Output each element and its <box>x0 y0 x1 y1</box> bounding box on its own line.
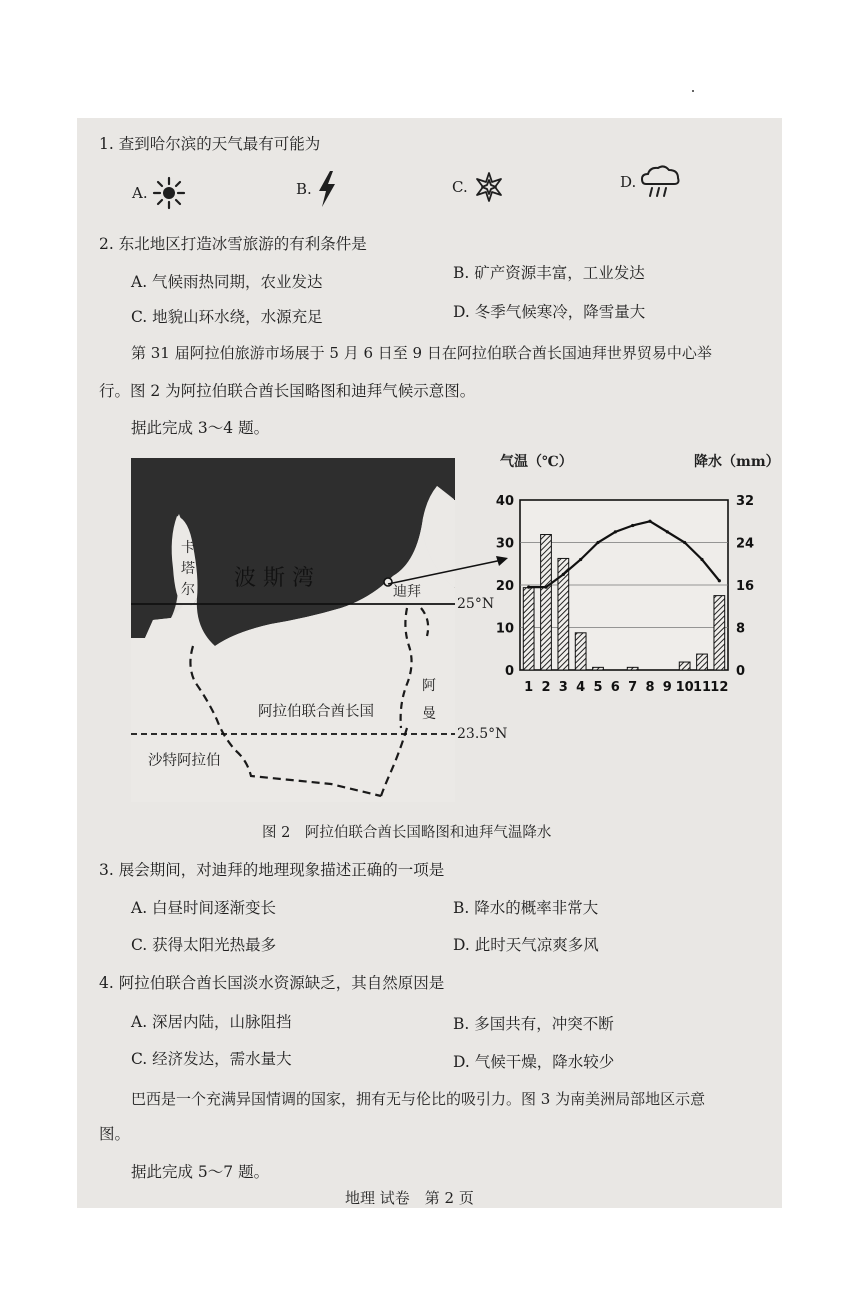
intro2-line3: 据此完成 5～7 题。 <box>131 1163 270 1181</box>
q3-stem: 3. 展会期间，对迪拜的地理现象描述正确的一项是 <box>99 861 445 879</box>
intro2-line2: 图。 <box>99 1125 131 1143</box>
temperature-point <box>648 520 651 523</box>
dubai-climate-chart <box>490 448 780 718</box>
month-label: 11 <box>692 680 712 695</box>
label-23-5n: 23.5°N <box>457 726 508 742</box>
snow-icon <box>472 170 506 204</box>
precip-bar <box>593 667 604 670</box>
precip-bar <box>575 633 586 670</box>
lightning-icon <box>316 170 338 208</box>
label-dubai: 迪拜 <box>393 584 421 600</box>
q2-stem: 2. 东北地区打造冰雪旅游的有利条件是 <box>99 235 367 253</box>
temperature-point <box>562 573 565 576</box>
month-label: 5 <box>593 680 603 695</box>
precip-bar <box>541 535 552 670</box>
q1-stem: 1. 查到哈尔滨的天气最有可能为 <box>99 135 321 153</box>
left-tick-label: 40 <box>495 494 514 509</box>
precip-bar <box>523 588 534 670</box>
label-saudi: 沙特阿拉伯 <box>148 753 221 769</box>
label-qatar-1: 卡 <box>181 540 195 556</box>
q2-option-a[interactable]: A. 气候雨热同期，农业发达 <box>131 273 323 291</box>
left-tick-label: 0 <box>504 664 514 679</box>
q1-option-c-letter: C. <box>452 178 468 196</box>
chart-canvas <box>490 448 780 718</box>
intro1-line1: 第 31 届阿拉伯旅游市场展于 5 月 6 日至 9 日在阿拉伯联合酋长国迪拜世界贸易中心举 <box>131 344 712 362</box>
q1-option-c[interactable] <box>452 170 506 204</box>
left-tick-label: 20 <box>495 579 514 594</box>
q1-option-a[interactable] <box>132 176 186 210</box>
q4-option-c[interactable]: C. 经济发达，需水量大 <box>131 1050 292 1068</box>
precip-bar <box>714 596 725 670</box>
label-qatar <box>181 538 195 601</box>
label-oman <box>422 672 436 728</box>
q3-option-c[interactable]: C. 获得太阳光热最多 <box>131 936 277 954</box>
month-label: 1 <box>524 680 534 695</box>
right-tick-label: 0 <box>736 664 746 679</box>
page-footer: 地理 试卷 第 2 页 <box>345 1189 474 1207</box>
right-tick-label: 32 <box>736 494 755 509</box>
left-tick-label: 30 <box>495 536 514 552</box>
month-label: 8 <box>645 680 655 695</box>
label-oman-1: 阿 <box>422 678 436 694</box>
q3-option-a[interactable]: A. 白昼时间逐渐变长 <box>131 899 277 917</box>
temperature-point <box>700 558 703 561</box>
scan-speck <box>692 90 694 92</box>
q1-option-d[interactable] <box>620 164 682 200</box>
q1-option-a-letter: A. <box>132 184 148 202</box>
precip-bar <box>697 654 708 670</box>
left-tick-label: 10 <box>495 621 514 637</box>
label-oman-2: 曼 <box>422 706 436 722</box>
q1-option-b[interactable] <box>296 170 338 208</box>
temperature-point <box>631 524 634 527</box>
q4-option-a[interactable]: A. 深居内陆，山脉阻挡 <box>131 1013 292 1031</box>
q3-option-d[interactable]: D. 此时天气凉爽多风 <box>453 936 599 954</box>
temperature-point <box>527 586 530 589</box>
q4-stem: 4. 阿拉伯联合酋长国淡水资源缺乏，其自然原因是 <box>99 974 445 992</box>
q1-option-d-letter: D. <box>620 173 637 191</box>
month-label: 9 <box>662 680 672 695</box>
precip-bar <box>679 662 690 670</box>
right-axis-label: 降水（mm） <box>694 454 780 470</box>
month-label: 4 <box>576 680 586 695</box>
month-label: 3 <box>558 680 568 695</box>
right-tick-label: 8 <box>736 621 746 637</box>
q2-option-b[interactable]: B. 矿产资源丰富，工业发达 <box>453 264 645 282</box>
label-qatar-3: 尔 <box>181 582 195 598</box>
q2-option-c[interactable]: C. 地貌山环水绕，水源充足 <box>131 308 323 326</box>
sun-icon <box>152 176 186 210</box>
q3-option-b[interactable]: B. 降水的概率非常大 <box>453 899 599 917</box>
q1-option-b-letter: B. <box>296 180 312 198</box>
temperature-point <box>579 558 582 561</box>
label-persian-gulf: 波 斯 湾 <box>234 566 314 591</box>
month-label: 7 <box>628 680 638 695</box>
right-tick-label: 24 <box>736 536 755 552</box>
figure-caption: 图 2 阿拉伯联合酋长国略图和迪拜气温降水 <box>262 825 552 841</box>
intro1-line2: 行。图 2 为阿拉伯联合酋长国略图和迪拜气候示意图。 <box>99 382 476 400</box>
temperature-point <box>718 579 721 582</box>
label-qatar-2: 塔 <box>181 561 195 577</box>
month-label: 2 <box>541 680 551 695</box>
intro2-line1: 巴西是一个充满异国情调的国家，拥有无与伦比的吸引力。图 3 为南美洲局部地区示意 <box>131 1090 706 1108</box>
month-label: 12 <box>710 680 729 695</box>
temperature-point <box>683 541 686 544</box>
precip-bar <box>627 667 638 670</box>
q4-option-b[interactable]: B. 多国共有，冲突不断 <box>453 1015 614 1033</box>
q4-option-d[interactable]: D. 气候干燥，降水较少 <box>453 1053 615 1071</box>
intro1-line3: 据此完成 3～4 题。 <box>131 419 270 437</box>
q2-option-d[interactable]: D. 冬季气候寒冷，降雪量大 <box>453 303 646 321</box>
left-axis-label: 气温（℃） <box>500 454 573 470</box>
rain-cloud-icon <box>640 164 682 200</box>
temperature-point <box>544 586 547 589</box>
label-uae: 阿拉伯联合酋长国 <box>258 704 374 720</box>
month-label: 6 <box>610 680 620 695</box>
temperature-point <box>666 530 669 533</box>
right-tick-label: 16 <box>736 579 755 594</box>
month-label: 10 <box>675 680 694 695</box>
temperature-point <box>614 530 617 533</box>
label-25n: 25°N <box>457 596 495 612</box>
temperature-point <box>596 541 599 544</box>
